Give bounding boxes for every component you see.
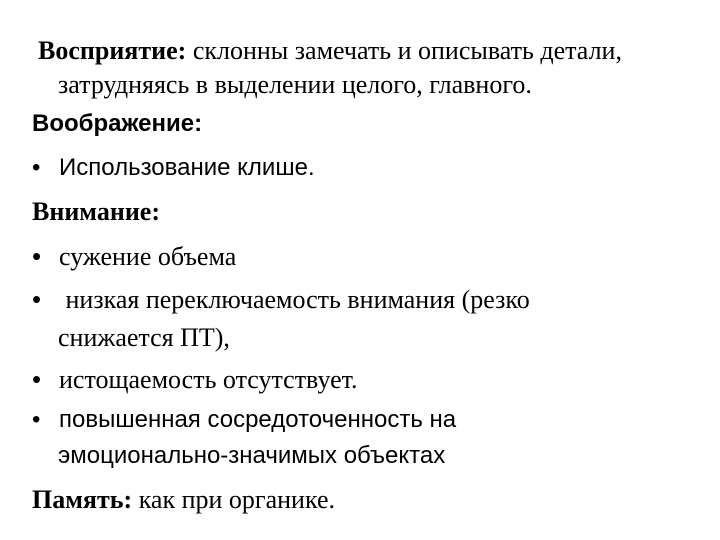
attention-item-3 <box>32 366 358 393</box>
bullet-icon: • <box>32 406 41 433</box>
imagination-heading: Воображение: <box>32 110 203 137</box>
attention-item-1 <box>32 243 236 270</box>
attention-item-2 <box>32 286 530 313</box>
attention-item-text: повышенная сосредоточенность на <box>59 406 457 433</box>
memory-text: как при органике. <box>132 485 335 514</box>
imagination-item-text: Использование клише. <box>59 154 315 181</box>
attention-item-text: истощаемость отсутствует. <box>59 365 358 394</box>
imagination-item <box>32 156 315 180</box>
bullet-icon: • <box>32 284 42 314</box>
attention-heading: Внимание: <box>32 197 160 226</box>
perception-heading: Восприятие: <box>38 36 187 65</box>
bullet-icon: • <box>32 154 41 181</box>
attention-item-4-continuation: эмоционально-значимых объектах <box>58 442 446 469</box>
attention-item-2-continuation: снижается ПТ), <box>58 323 230 352</box>
bullet-icon: • <box>32 364 42 394</box>
memory-heading: Память: <box>32 485 133 514</box>
attention-item-text: сужение объема <box>59 242 237 271</box>
perception-text: склонны замечать и описывать детали, <box>186 36 622 65</box>
attention-item-4 <box>32 408 456 432</box>
attention-item-text: низкая переключаемость внимания (резко <box>59 285 530 314</box>
bullet-icon: • <box>32 241 42 271</box>
perception-line-2: затрудняясь в выделении целого, главного. <box>58 70 532 99</box>
memory-line <box>32 487 335 513</box>
perception-line-1 <box>38 38 622 64</box>
